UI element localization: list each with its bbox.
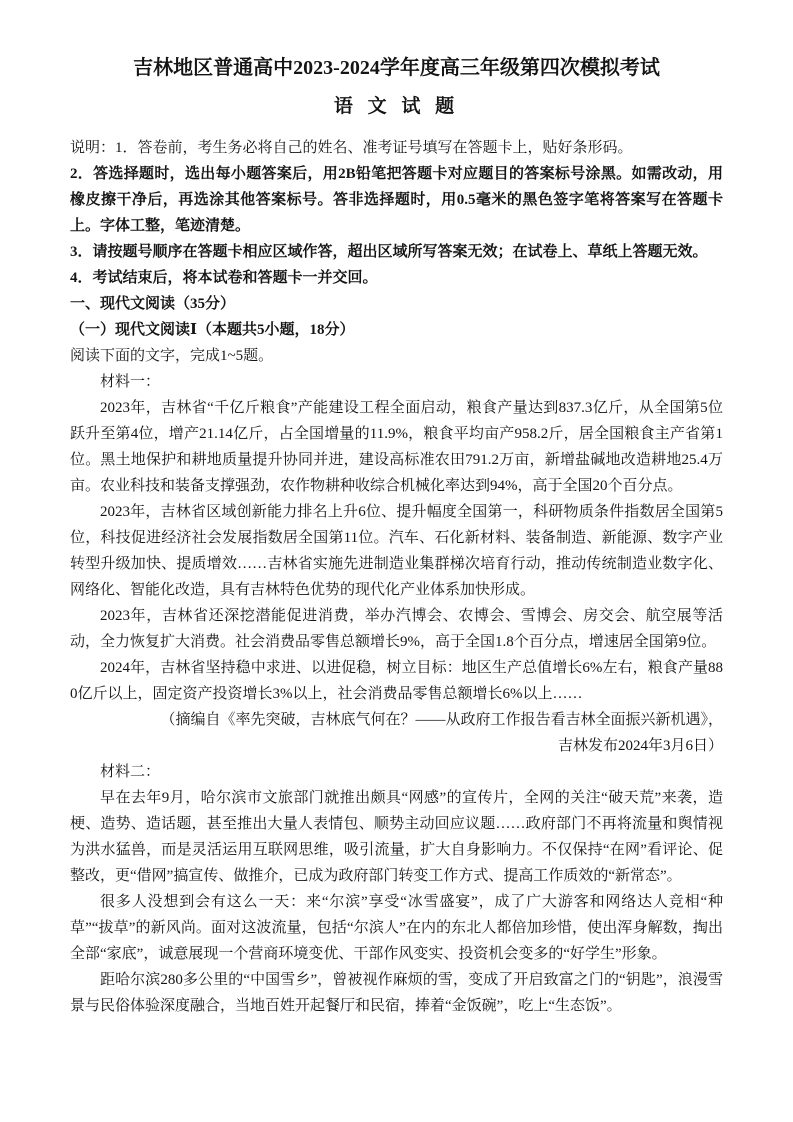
material-2-paragraph-2: 很多人没想到会有这么一天：来“尔滨”享受“冰雪盛宴”，成了广大游客和网络达人竞相“种草”“拔草”的新风尚。面对这波流量，包括“尔滨人”在内的东北人都倍加珍惜，使出浑身解数，掏出全部“家底”，诚意展现一个营商环境变优、干部作风变实、投资机会变多的“好学生”形象。	[70, 893, 723, 962]
doc-subtitle: 语 文 试 题	[333, 96, 460, 117]
material-1-paragraph-2: 2023年，吉林省区域创新能力排名上升6位、提升幅度全国第一，科研物质条件指数居全国第5位，科技促进经济社会发展指数居全国第11位。汽车、石化新材料、装备制造、新能源、数字产业转型升级加快、提质增效……吉林省实施先进制造业集群梯次培育行动，推动传统制造业数字化、网络化、智能化改造，具有吉林特色优势的现代化产业体系加快形成。	[70, 503, 723, 598]
section-1-heading: 一、现代文阅读（35分）	[70, 295, 236, 312]
material-1-source-line-1: （摘编自《率先突破，吉林底气何在？——从政府工作报告看吉林全面振兴新机遇》，	[160, 711, 723, 728]
doc-title: 吉林地区普通高中2023-2024学年度高三年级第四次模拟考试	[133, 57, 660, 79]
notice-item-1: 说明：1．答卷前，考生务必将自己的姓名、准考证号填写在答题卡上，贴好条形码。	[70, 139, 633, 156]
notice-item-3: 3．请按题号顺序在答题卡相应区域作答，超出区域所写答案无效；在试卷上、草纸上答题无效。	[70, 243, 708, 260]
material-2-paragraph-3: 距哈尔滨280多公里的“中国雪乡”，曾被视作麻烦的雪，变成了开启致富之门的“钥匙”，浪漫雪景与民俗体验深度融合，当地百姓开起餐厅和民宿，捧着“金饭碗”，吃上“生态饭”。	[70, 971, 723, 1014]
reading-intro: 阅读下面的文字，完成1~5题。	[70, 347, 274, 364]
material-1-paragraph-1: 2023年，吉林省“千亿斤粮食”产能建设工程全面启动，粮食产量达到837.3亿斤，从全国第5位跃升至第4位，增产21.14亿斤，占全国增量的11.9%，粮食平均亩产958.2斤，居全国粮食主产省第1位。黑土地保护和耕地质量提升协同并进，建设高标准农田791.2万亩，新增盐碱地改造耕地25.4万亩。农业科技和装备支撑强劲，农作物耕种收综合机械化率达到94%，高于全国20个百分点。	[70, 399, 723, 494]
notice-item-4: 4．考试结束后，将本试卷和答题卡一并交回。	[70, 269, 378, 286]
material-1-label: 材料一：	[100, 373, 161, 390]
material-1-paragraph-3: 2023年，吉林省还深挖潜能促进消费，举办汽博会、农博会、雪博会、房交会、航空展等活动，全力恢复扩大消费。社会消费品零售总额增长9%，高于全国1.8个百分点，增速居全国第9位。	[70, 607, 723, 650]
part-1-heading: （一）现代文阅读Ⅰ（本题共5小题，18分）	[70, 321, 355, 338]
material-1-paragraph-4: 2024年，吉林省坚持稳中求进、以进促稳，树立目标：地区生产总值增长6%左右，粮食产量880亿斤以上，固定资产投资增长3%以上，社会消费品零售总额增长6%以上……	[70, 659, 723, 702]
material-2-paragraph-1: 早在去年9月，哈尔滨市文旅部门就推出颇具“网感”的宣传片，全网的关注“破天荒”来袭，造梗、造势、造话题，甚至推出大量人表情包、顺势主动回应议题……政府部门不再将流量和舆情视为洪水猛兽，而是灵活运用互联网思维，吸引流量，扩大自身影响力。不仅保持“在网”看评论、促整改，更“借网”搞宣传、做推介，已成为政府部门转变工作方式、提高工作质效的“新常态”。	[70, 789, 723, 884]
notice-item-2: 2．答选择题时，选出每小题答案后，用2B铅笔把答题卡对应题目的答案标号涂黑。如需改动，用橡皮擦干净后，再选涂其他答案标号。答非选择题时，用0.5毫米的黑色签字笔将答案写在答题卡上。字体工整，笔迹清楚。	[70, 165, 723, 234]
material-1-source-line-2: 吉林发布2024年3月6日）	[557, 737, 723, 754]
material-2-label: 材料二：	[100, 763, 161, 780]
